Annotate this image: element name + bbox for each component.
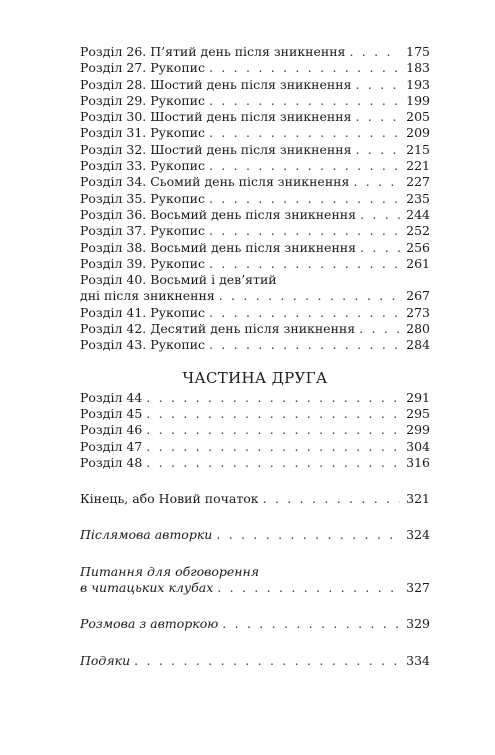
dot-leader bbox=[355, 142, 400, 158]
dot-leader bbox=[146, 439, 400, 455]
toc-entry-page: 205 bbox=[406, 109, 430, 125]
toc-entry-title: Розділ 27. Рукопис bbox=[80, 60, 205, 76]
toc-entry-page: 280 bbox=[406, 321, 430, 337]
toc-entry-28 bbox=[80, 77, 430, 93]
toc-entry-page: 324 bbox=[406, 527, 430, 543]
toc-entry-34 bbox=[80, 174, 430, 190]
toc-entry-40 bbox=[80, 288, 430, 304]
dot-leader bbox=[209, 191, 400, 207]
toc-entry-26 bbox=[80, 44, 430, 60]
toc-entry-title: Розділ 33. Рукопис bbox=[80, 158, 205, 174]
toc-entry-title: Розділ 29. Рукопис bbox=[80, 92, 205, 108]
toc-entry-page: 193 bbox=[406, 76, 430, 92]
toc-entry-30 bbox=[80, 109, 430, 125]
toc-entry-title: Розділ 38. Восьмий день після зникнення bbox=[80, 239, 356, 255]
toc-entry-page: 256 bbox=[406, 239, 430, 255]
dot-leader bbox=[146, 422, 400, 438]
toc-entry-page: 327 bbox=[406, 580, 430, 596]
dot-leader bbox=[263, 491, 400, 507]
toc-entry-title: Розділ 39. Рукопис bbox=[80, 255, 205, 271]
toc-entry-questions bbox=[80, 580, 430, 596]
toc-entry-42 bbox=[80, 321, 430, 337]
toc-entry-title: Розділ 26. П’ятий день після зникнення bbox=[80, 44, 346, 59]
toc-entry-title: Розділ 30. Шостий день після зникнення bbox=[80, 109, 352, 125]
toc-entry-page: 295 bbox=[406, 405, 430, 421]
toc-entry-title: Розділ 44 bbox=[80, 389, 143, 405]
toc-entry-title: Питання для обговорення bbox=[80, 563, 260, 579]
toc-entry-page: 273 bbox=[406, 304, 430, 320]
toc-entry-44 bbox=[80, 390, 430, 406]
toc-entry-page: 227 bbox=[406, 174, 430, 190]
toc-entry-title: Розділ 48 bbox=[80, 454, 143, 470]
toc-entry-thanks bbox=[80, 653, 430, 669]
toc-entry-title: Розділ 42. Десятий день після зникнення bbox=[80, 321, 356, 337]
toc-entry-46 bbox=[80, 422, 430, 438]
dot-leader bbox=[222, 616, 400, 632]
dot-leader bbox=[209, 256, 400, 272]
toc-entry-37 bbox=[80, 223, 430, 239]
toc-entry-39 bbox=[80, 256, 430, 272]
toc-entry-41 bbox=[80, 305, 430, 321]
toc-entry-title: Розділ 34. Сьомий день після зникнення bbox=[80, 174, 350, 190]
toc-entry-afterword bbox=[80, 527, 430, 543]
dot-leader bbox=[219, 288, 400, 304]
dot-leader bbox=[146, 390, 400, 406]
dot-leader bbox=[209, 93, 400, 109]
toc-entry-title: Розділ 43. Рукопис bbox=[80, 337, 205, 353]
toc-entry-title: Подяки bbox=[80, 652, 131, 668]
dot-leader bbox=[217, 580, 400, 596]
toc-entry-page: 244 bbox=[406, 206, 430, 222]
toc-entry-page: 299 bbox=[406, 422, 430, 438]
dot-leader bbox=[209, 60, 400, 76]
toc-entry-title: Розділ 47 bbox=[80, 438, 143, 454]
toc-entry-title: Розділ 45 bbox=[80, 405, 143, 421]
toc-entry-interview bbox=[80, 616, 430, 632]
toc-entry-page: 252 bbox=[406, 223, 430, 239]
toc-entry-title: Розділ 37. Рукопис bbox=[80, 223, 205, 239]
dot-leader bbox=[209, 305, 400, 321]
dot-leader bbox=[353, 174, 400, 190]
part-two-heading: ЧАСТИНА ДРУГА bbox=[182, 368, 328, 387]
toc-entry-36 bbox=[80, 207, 430, 223]
toc-entry-43 bbox=[80, 337, 430, 353]
toc-entry-35 bbox=[80, 191, 430, 207]
dot-leader bbox=[209, 125, 400, 141]
toc-entry-page: 291 bbox=[406, 389, 430, 405]
toc-entry-page: 215 bbox=[406, 141, 430, 157]
dot-leader bbox=[209, 158, 400, 174]
toc-entry-questions-line1 bbox=[80, 564, 430, 580]
dot-leader bbox=[146, 455, 400, 471]
toc-entry-page: 261 bbox=[406, 255, 430, 271]
toc-entry-page: 221 bbox=[406, 158, 430, 174]
toc-entry-title: Розмова з авторкою bbox=[80, 616, 219, 632]
toc-entry-40-line1 bbox=[80, 272, 430, 288]
toc-entry-page: 267 bbox=[406, 288, 430, 304]
toc-entry-page: 334 bbox=[406, 652, 430, 668]
dot-leader bbox=[216, 527, 400, 543]
toc-entry-page: 316 bbox=[406, 454, 430, 470]
dot-leader bbox=[359, 321, 400, 337]
toc-entry-title: Розділ 28. Шостий день після зникнення bbox=[80, 76, 352, 92]
toc-entry-48 bbox=[80, 455, 430, 471]
toc-entry-title: Розділ 40. Восьмий і дев’ятий bbox=[80, 272, 277, 288]
toc-entry-title: Розділ 46 bbox=[80, 422, 143, 438]
toc-entry-ending bbox=[80, 491, 430, 507]
dot-leader bbox=[355, 77, 400, 93]
dot-leader bbox=[349, 44, 400, 60]
toc-entry-33 bbox=[80, 158, 430, 174]
toc-entry-page: 209 bbox=[406, 125, 430, 141]
toc-entry-page: 183 bbox=[406, 60, 430, 76]
toc-entry-27 bbox=[80, 60, 430, 76]
toc-entry-page: 175 bbox=[406, 44, 430, 59]
toc-entry-page: 329 bbox=[406, 616, 430, 632]
toc-entry-title: Післямова авторки bbox=[80, 527, 213, 543]
toc-entry-32 bbox=[80, 142, 430, 158]
toc-entry-title: Розділ 32. Шостий день після зникнення bbox=[80, 141, 352, 157]
toc-entry-title-continued: дні після зникнення bbox=[80, 288, 215, 304]
toc-entry-title-continued: в читацьких клубах bbox=[80, 580, 214, 596]
toc-entry-title: Розділ 31. Рукопис bbox=[80, 125, 205, 141]
toc-entry-31 bbox=[80, 125, 430, 141]
toc-entry-page: 304 bbox=[406, 438, 430, 454]
dot-leader bbox=[134, 653, 400, 669]
dot-leader bbox=[146, 406, 400, 422]
dot-leader bbox=[209, 223, 400, 239]
dot-leader bbox=[355, 109, 400, 125]
toc-entry-45 bbox=[80, 406, 430, 422]
toc-entry-title: Кінець, або Новий початок bbox=[80, 491, 259, 507]
toc-entry-page: 321 bbox=[406, 491, 430, 507]
table-of-contents bbox=[80, 44, 430, 669]
toc-entry-page: 199 bbox=[406, 92, 430, 108]
dot-leader bbox=[360, 207, 400, 223]
toc-entry-title: Розділ 36. Восьмий день після зникнення bbox=[80, 206, 356, 222]
toc-entry-title: Розділ 35. Рукопис bbox=[80, 190, 205, 206]
toc-entry-47 bbox=[80, 439, 430, 455]
toc-entry-38 bbox=[80, 240, 430, 256]
toc-entry-29 bbox=[80, 93, 430, 109]
toc-entry-page: 284 bbox=[406, 337, 430, 353]
toc-entry-page: 235 bbox=[406, 190, 430, 206]
dot-leader bbox=[360, 240, 400, 256]
dot-leader bbox=[209, 337, 400, 353]
toc-entry-title: Розділ 41. Рукопис bbox=[80, 304, 205, 320]
